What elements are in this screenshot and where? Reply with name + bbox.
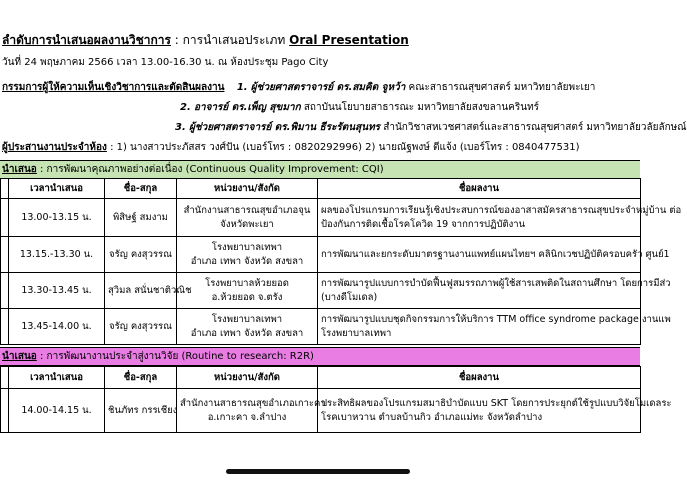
table-row xyxy=(1,389,641,433)
date-line: วันที่ 24 พฤษภาคม 2566 เวลา 13.00-16.30 น. ณ ห้องประชุม Pago City xyxy=(2,57,329,68)
commentator-2-name: อาจารย์ ดร.เพ็ญ สุขมาก xyxy=(193,102,301,113)
section-band-cqi xyxy=(0,160,640,179)
col-org: หน่วยงาน/สังกัด xyxy=(177,367,318,389)
row-org: โรงพยาบาลเทพา อำเภอ เทพา จังหวัด สงขลา xyxy=(177,237,318,273)
col-time: เวลานำเสนอ xyxy=(9,179,105,199)
section-2-text: : การพัฒนางานประจำสู่งานวิจัย (Routine to research: R2R) xyxy=(36,351,314,362)
row-org: โรงพยาบาลห้วยยอด อ.ห้วยยอด จ.ตรัง xyxy=(177,273,318,309)
section-1-text: : การพัฒนาคุณภาพอย่างต่อเนื่อง (Continuous Quality Improvement: CQI) xyxy=(36,164,384,175)
home-indicator[interactable] xyxy=(226,469,410,474)
table-row xyxy=(1,309,641,345)
commentator-3-num: 3. xyxy=(175,122,186,133)
row-time: 13.15.-13.30 น. xyxy=(9,237,105,273)
commentator-3-affil: สำนักวิชาสหเวชศาสตร์และสาธารณสุขศาสตร์ มหาวิทยาลัยวลัยลักษณ์ xyxy=(383,122,687,133)
commentator-1-name: ผู้ช่วยศาสตราจารย์ ดร.สมคิด จูหว้า xyxy=(250,82,406,93)
table-row xyxy=(1,273,641,309)
row-time: 13.30-13.45 น. xyxy=(9,273,105,309)
coordinators-label: ผู้ประสานงานประจำห้อง xyxy=(2,142,107,153)
section-2-label: นำเสนอ xyxy=(2,351,37,362)
col-name: ชื่อ-สกุล xyxy=(105,367,177,389)
table-header-row xyxy=(1,367,641,389)
col-name: ชื่อ-สกุล xyxy=(105,179,177,199)
row-org: โรงพยาบาลเทพา อำเภอ เทพา จังหวัด สงขลา xyxy=(177,309,318,345)
table-row xyxy=(1,199,641,237)
commentators-label: กรรมการผู้ให้ความเห็นเชิงวิชาการและตัดสินผลงาน xyxy=(2,82,225,93)
commentator-3-name: ผู้ช่วยศาสตราจารย์ ดร.พิมาน ธีระรัตนสุนทร xyxy=(188,122,381,133)
title-type: Oral Presentation xyxy=(289,33,409,47)
presentation-table-r2r xyxy=(0,366,672,433)
coordinators-line xyxy=(2,140,579,155)
row-title: ผลของโปรแกรมการเรียนรู้เชิงประสบการณ์ของอาสาสมัครสาธารณสุขประจำหมู่บ้าน ต่อ ป้องกันการติดเชื้อโรคโควิด 19 จากการปฏิบัติงาน xyxy=(318,199,641,237)
table-header-row xyxy=(1,179,641,199)
page-title xyxy=(2,31,409,50)
row-name: จรัญ คงสุวรรณ xyxy=(105,309,177,345)
row-name: พิสิษฐ์ สมงาม xyxy=(105,199,177,237)
commentator-2-num: 2. xyxy=(180,102,191,113)
row-time: 13.00-13.15 น. xyxy=(9,199,105,237)
col-org: หน่วยงาน/สังกัด xyxy=(177,179,318,199)
commentator-1-affil: คณะสาธารณสุขศาสตร์ มหาวิทยาลัยพะเยา xyxy=(408,82,596,93)
row-time: 13.45-14.00 น. xyxy=(9,309,105,345)
commentators-row-1 xyxy=(2,80,595,95)
row-name: สุวิมล สนั่นชาติวณิช xyxy=(105,273,177,309)
commentator-2-affil: สถาบันนโยบายสาธารณะ มหาวิทยาลัยสงขลานครินทร์ xyxy=(303,102,540,113)
col-time: เวลานำเสนอ xyxy=(9,367,105,389)
section-1-label: นำเสนอ xyxy=(2,164,37,175)
title-bold: ลำดับการนำเสนอผลงานวิชาการ xyxy=(2,33,171,47)
row-org: สำนักงานสาธารณสุขอำเภอจุน จังหวัดพะเยา xyxy=(177,199,318,237)
section-band-r2r xyxy=(0,347,640,366)
row-org: สำนักงานสาธารณสุขอำเภอเกาะคา อ.เกาะคา จ.ลำปาง xyxy=(177,389,318,433)
row-title: การพัฒนาและยกระดับมาตรฐานงานแพทย์แผนไทยฯ คลินิกเวชปฏิบัติครอบครัว ศูนย์1 xyxy=(318,237,641,273)
commentators-row-3 xyxy=(175,120,687,135)
commentators-row-2 xyxy=(180,100,539,115)
row-time: 14.00-14.15 น. xyxy=(9,389,105,433)
coordinators-text: : 1) นางสาวประภัสสร วงศ์ปัน (เบอร์โทร : 0820292996) 2) นายณัฐพงษ์ ตีแจ้ง (เบอร์โทร : 0840477531) xyxy=(106,142,580,153)
row-title: การพัฒนารูปแบบชุดกิจกรรมการให้บริการ TTM office syndrome package งานแพ โรงพยาบาลเทพา xyxy=(318,309,641,345)
col-title: ชื่อผลงาน xyxy=(318,367,641,389)
row-title: ประสิทธิผลของโปรแกรมสมาธิบำบัดแบบ SKT โดยการประยุกต์ใช้รูปแบบวิจัยโมเดลระ โรคเบาหวาน ตำบลบ้านกิว อำเภอแม่ทะ จังหวัดลำปาง xyxy=(318,389,641,433)
title-separator: : การนำเสนอประเภท xyxy=(170,33,290,47)
table-row xyxy=(1,237,641,273)
row-name: ชินภัทร กรรเชียง xyxy=(105,389,177,433)
presentation-table-cqi xyxy=(0,178,682,345)
row-title: การพัฒนารูปแบบการบำบัดฟื้นฟูสมรรถภาพผู้ใช้สารเสพติดในสถานศึกษา โดยการมีส่ว (บางดีโมเดล) xyxy=(318,273,641,309)
col-title: ชื่อผลงาน xyxy=(318,179,641,199)
row-name: จรัญ คงสุวรรณ xyxy=(105,237,177,273)
commentator-1-num: 1. xyxy=(236,82,248,93)
